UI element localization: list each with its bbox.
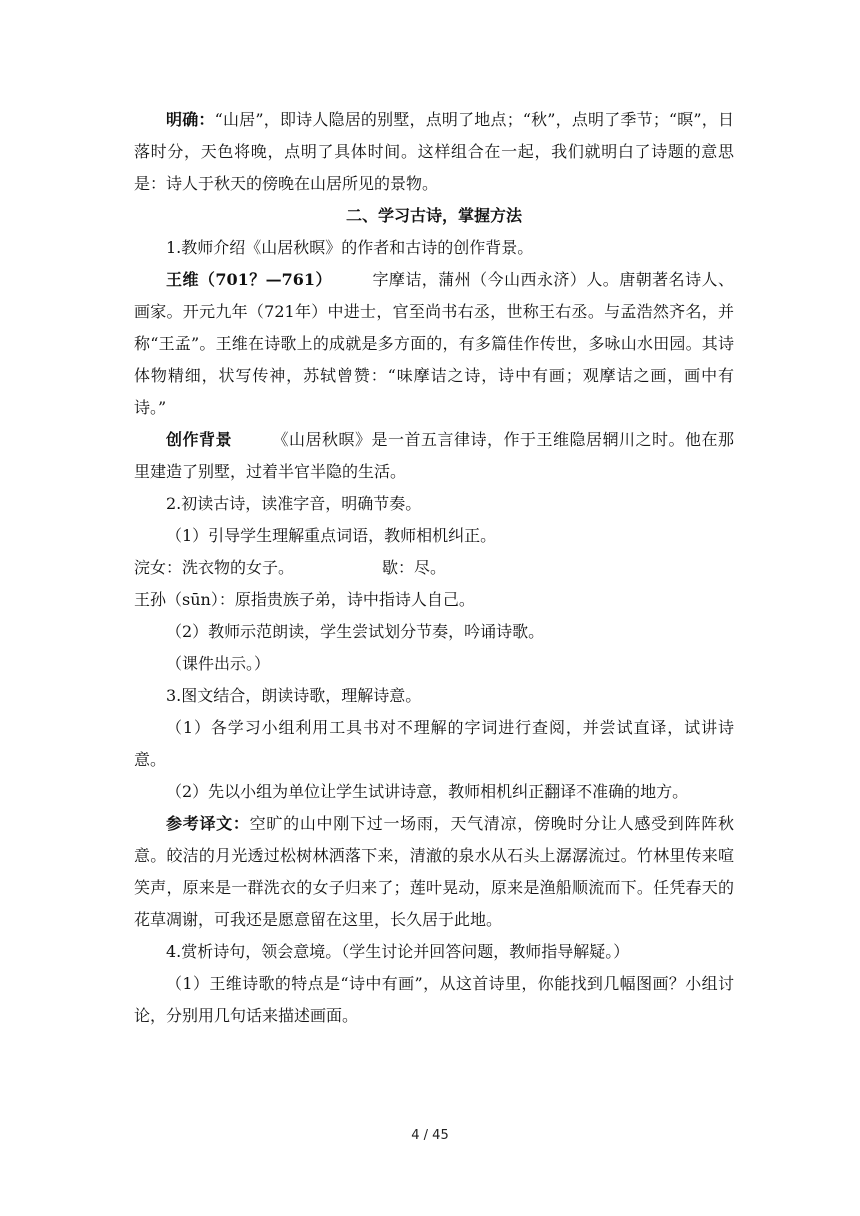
paragraph-step-4-1: （1）王维诗歌的特点是“诗中有画”，从这首诗里，你能找到几幅图画？小组讨论，分别用几句话来描述画面。 bbox=[134, 974, 734, 1025]
paragraph-courseware: （课件出示。） bbox=[166, 654, 271, 673]
text-translation: 空旷的山中刚下过一场雨，天气清凉，傍晚时分让人感受到阵阵秋意。皎洁的月光透过松树林洒落下来，清澈的泉水从石头上潺潺流过。竹林里传来喧笑声，原来是一群洗衣的女子归来了；莲叶晃动，原来是渔船顺流而下。任凭春天的花草凋谢，可我还是愿意留在这里，长久居于此地。 bbox=[134, 814, 734, 929]
label-clarify: 明确： bbox=[166, 110, 215, 129]
page-number: 4 / 45 bbox=[411, 1128, 449, 1143]
paragraph-step-3-2: （2）先以小组为单位让学生试讲诗意，教师相机纠正翻译不准确的地方。 bbox=[166, 782, 689, 801]
paragraph-clarify bbox=[134, 104, 734, 200]
vocab-xie: 歇：尽。 bbox=[382, 558, 447, 577]
label-translation: 参考译文： bbox=[166, 814, 250, 833]
section-heading: 二、学习古诗，掌握方法 bbox=[345, 206, 522, 225]
paragraph-step-2-1: （1）引导学生理解重点词语，教师相机纠正。 bbox=[166, 526, 497, 545]
document-body bbox=[134, 104, 734, 1032]
vocab-huannv: 浣女：洗衣物的女子。 bbox=[134, 558, 295, 577]
text-author: 字摩诘，蒲州（今山西永济）人。唐朝著名诗人、画家。开元九年（721年）中进士，官至尚书右丞，世称王右丞。与孟浩然齐名，并称“王孟”。王维在诗歌上的成就是多方面的，有多篇佳作传世，多咏山水田园。其诗体物精细，状写传神，苏轼曾赞：“味摩诘之诗，诗中有画；观摩诘之画，画中有诗。” bbox=[134, 270, 734, 417]
paragraph-step-1: 1.教师介绍《山居秋暝》的作者和古诗的创作背景。 bbox=[166, 238, 534, 257]
paragraph-step-2-2: （2）教师示范朗读，学生尝试划分节奏，吟诵诗歌。 bbox=[166, 622, 545, 641]
paragraph-step-3-1: （1）各学习小组利用工具书对不理解的字词进行查阅，并尝试直译，试讲诗意。 bbox=[134, 718, 734, 769]
paragraph-vocab-2: 王孙（sūn）：原指贵族子弟，诗中指诗人自己。 bbox=[134, 590, 475, 609]
label-author: 王维（701？—761） bbox=[166, 270, 332, 289]
paragraph-step-3: 3.图文结合，朗读诗歌，理解诗意。 bbox=[166, 686, 422, 705]
paragraph-step-4: 4.赏析诗句，领会意境。（学生讨论并回答问题，教师指导解疑。） bbox=[166, 942, 630, 961]
paragraph-step-2: 2.初读古诗，读准字音，明确节奏。 bbox=[166, 494, 422, 513]
text-clarify: “山居”，即诗人隐居的别墅，点明了地点；“秋”，点明了季节；“暝”，日落时分，天色将晚，点明了具体时间。这样组合在一起，我们就明白了诗题的意思是：诗人于秋天的傍晚在山居所见的景物。 bbox=[134, 110, 734, 193]
paragraph-vocab-1 bbox=[134, 552, 734, 584]
paragraph-background bbox=[134, 424, 734, 488]
paragraph-translation bbox=[134, 808, 734, 936]
text-background: 《山居秋暝》是一首五言律诗，作于王维隐居辋川之时。他在那里建造了别墅，过着半官半隐的生活。 bbox=[134, 430, 734, 481]
label-background: 创作背景 bbox=[166, 430, 232, 449]
paragraph-author bbox=[134, 264, 734, 424]
